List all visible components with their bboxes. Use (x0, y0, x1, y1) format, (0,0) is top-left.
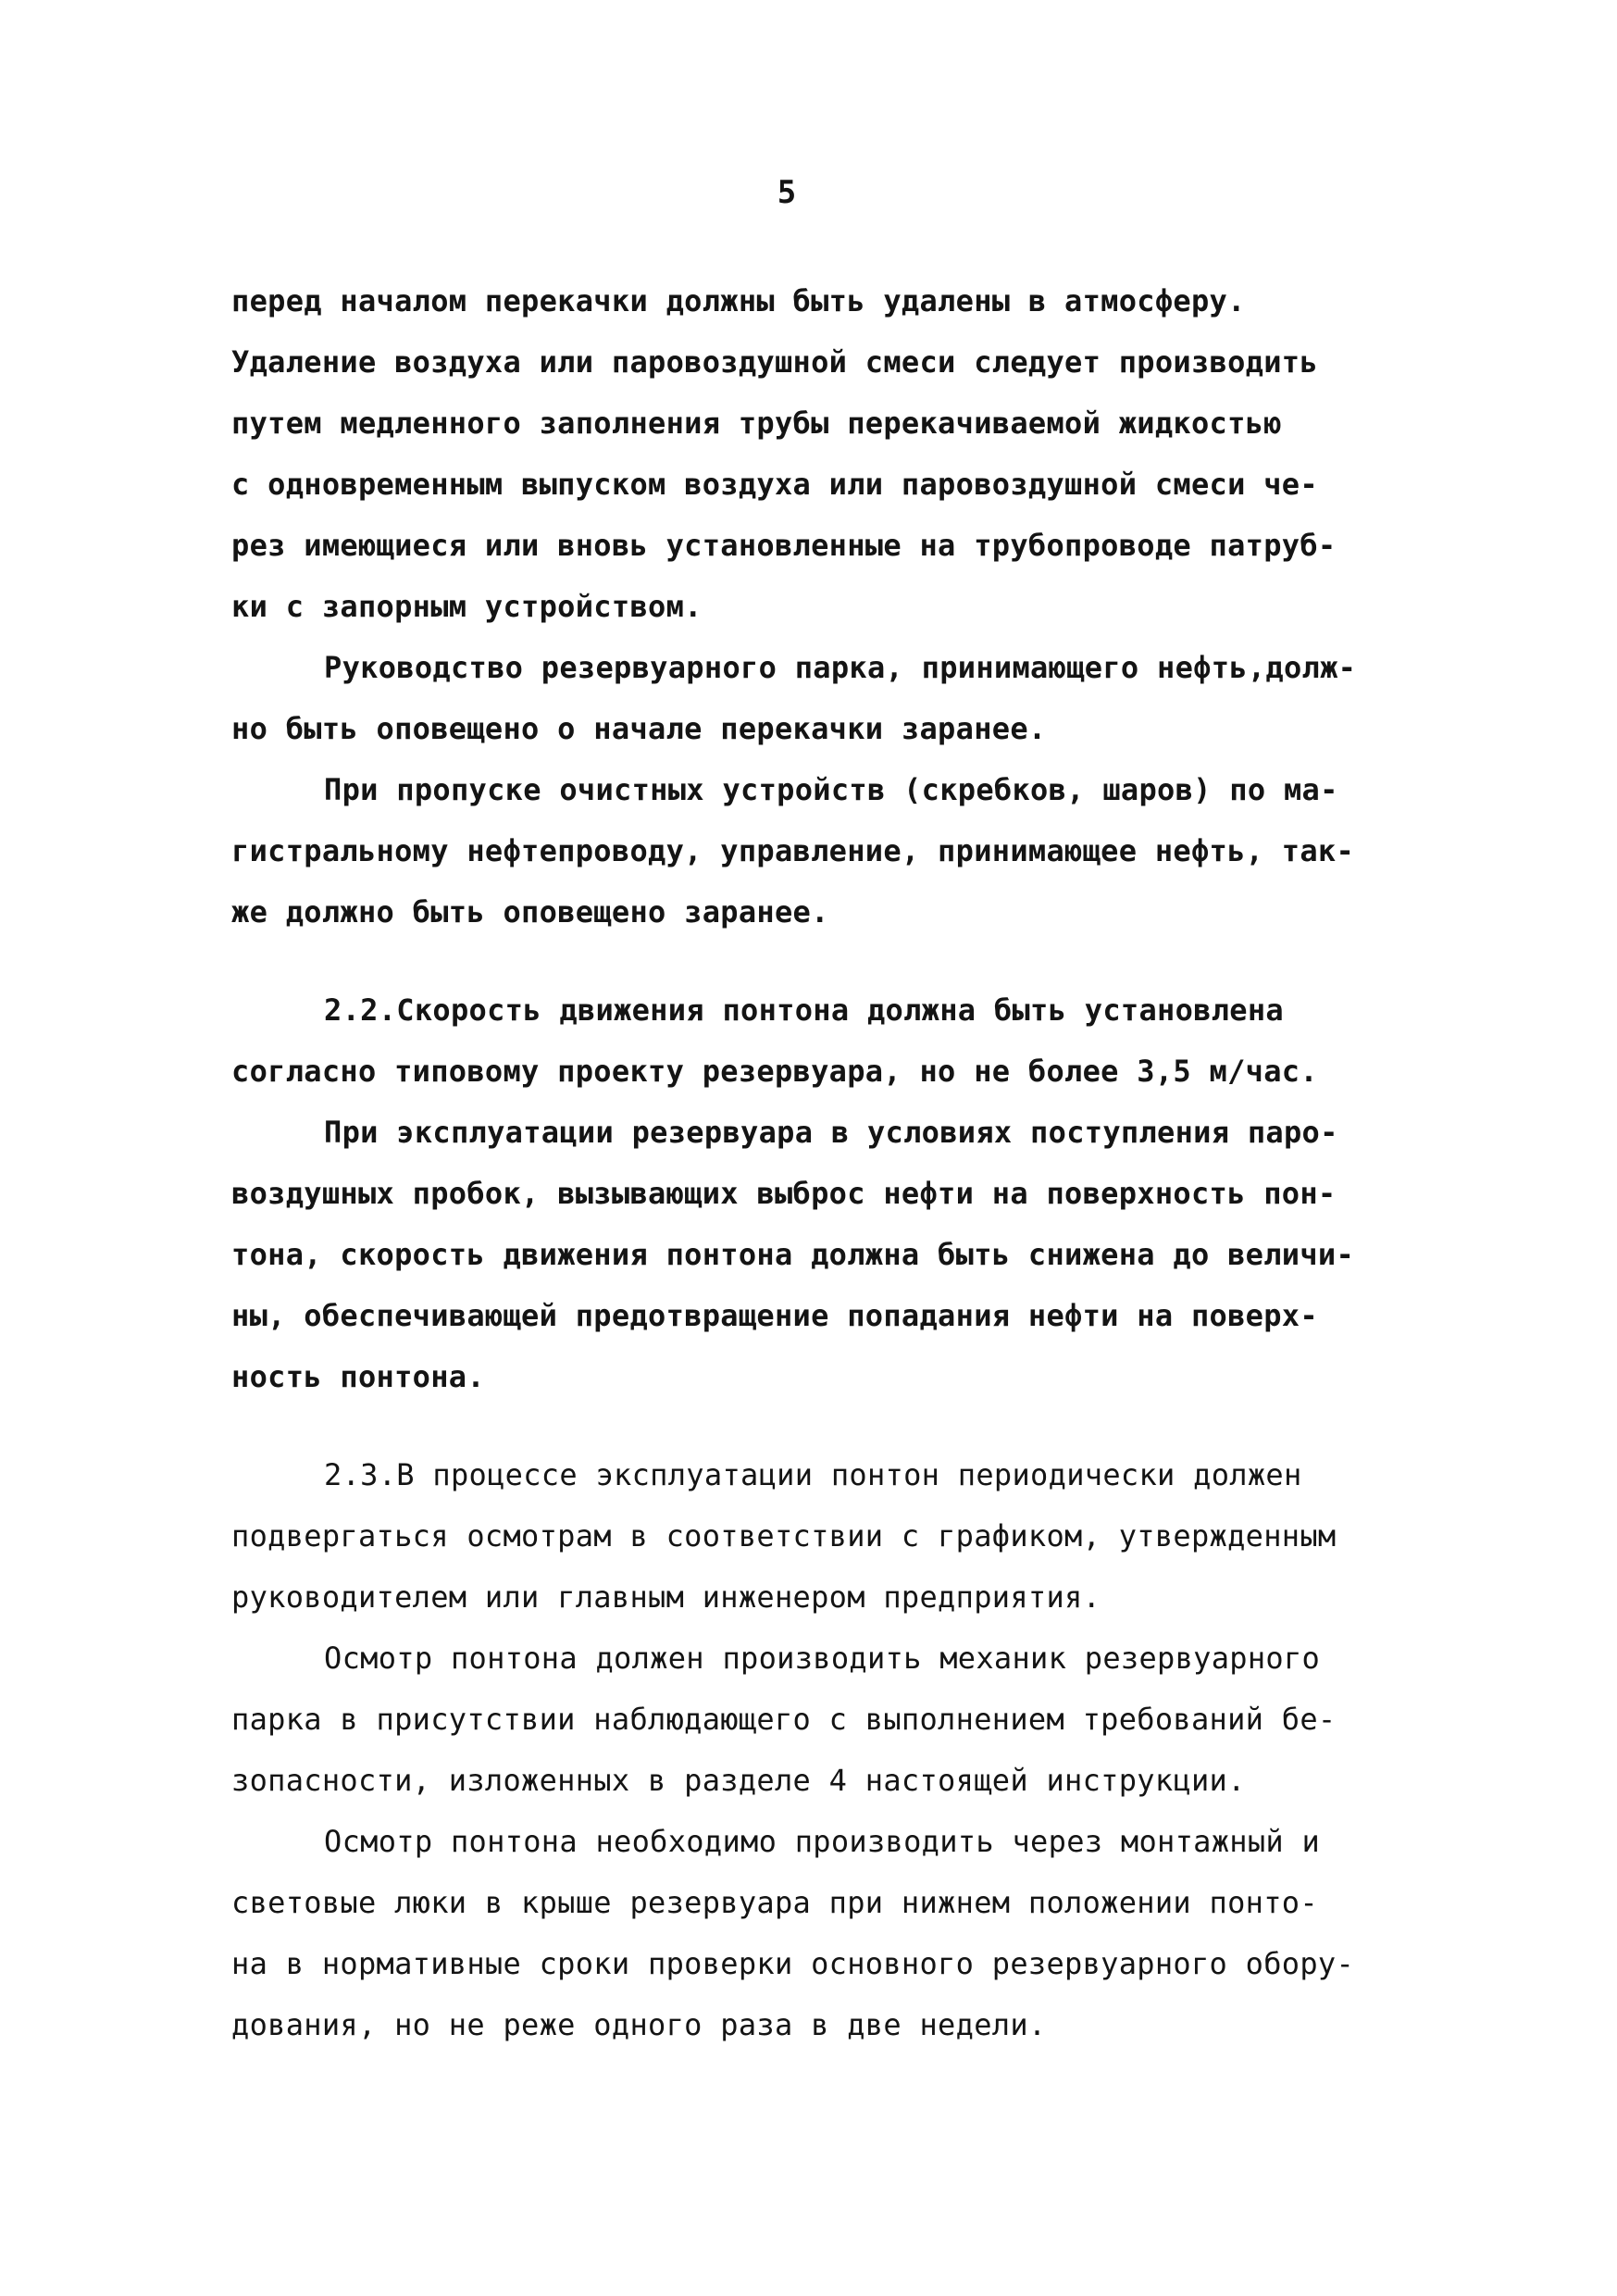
text-line: с одновременным выпуском воздуха или паровоздушной смеси че- (231, 467, 1318, 502)
page-number: 5 (777, 174, 797, 211)
paragraph (231, 1628, 1435, 1811)
text-line: При пропуске очистных устройств (скребков, шаров) по ма- (324, 772, 1338, 807)
paragraph (231, 270, 1435, 637)
text-line: Осмотр понтона должен производить механик резервуарного (324, 1641, 1321, 1676)
paragraph (231, 759, 1435, 942)
text-line: ны, обеспечивающей предотвращение попадания нефти на поверх- (231, 1298, 1318, 1333)
text-line: путем медленного заполнения трубы перекачиваемой жидкостью (231, 406, 1282, 441)
paragraph (231, 1444, 1435, 1628)
text-line: Руководство резервуарного парка, принимающего нефть,долж- (324, 650, 1357, 685)
text-line: 2.2.Скорость движения понтона должна быть установлена (324, 992, 1284, 1028)
document-body (231, 270, 1435, 2055)
text-line: согласно типовому проекту резервуара, но не более 3,5 м/час. (231, 1054, 1318, 1089)
text-line: зопасности, изложенных в разделе 4 настоящей инструкции. (231, 1763, 1246, 1798)
text-line: Удаление воздуха или паровоздушной смеси следует производить (231, 344, 1318, 380)
text-line: но быть оповещено о начале перекачки заранее. (231, 711, 1047, 746)
text-line: ность понтона. (231, 1359, 485, 1394)
text-line: световые люки в крыше резервуара при нижнем положении понто- (231, 1885, 1318, 1920)
text-line: воздушных пробок, вызывающих выброс нефти на поверхность пон- (231, 1176, 1337, 1211)
paragraph (231, 1811, 1435, 2055)
text-line: тона, скорость движения понтона должна быть снижена до величи- (231, 1237, 1355, 1272)
text-line: на в нормативные сроки проверки основного резервуарного обору- (231, 1946, 1355, 1981)
text-line: подвергаться осмотрам в соответствии с графиком, утвержденным (231, 1518, 1337, 1554)
text-line: руководителем или главным инженером предприятия. (231, 1579, 1101, 1615)
paragraph (231, 1102, 1435, 1407)
text-line: же должно быть оповещено заранее. (231, 894, 829, 930)
text-line: парка в присутствии наблюдающего с выполнением требований бе- (231, 1702, 1337, 1737)
text-line: перед началом перекачки должны быть удалены в атмосферу. (231, 283, 1246, 318)
text-line: 2.3.В процессе эксплуатации понтон периодически должен (324, 1457, 1302, 1492)
text-line: Осмотр понтона необходимо производить через монтажный и (324, 1824, 1321, 1859)
text-line: ки с запорным устройством. (231, 589, 703, 624)
text-line: гистральному нефтепроводу, управление, принимающее нефть, так- (231, 833, 1355, 868)
text-line: дования, но не реже одного раза в две недели. (231, 2007, 1047, 2042)
text-line: рез имеющиеся или вновь установленные на трубопроводе патруб- (231, 528, 1337, 563)
paragraph (231, 980, 1435, 1102)
text-line: При эксплуатации резервуара в условиях поступления паро- (324, 1115, 1338, 1150)
paragraph (231, 637, 1435, 759)
